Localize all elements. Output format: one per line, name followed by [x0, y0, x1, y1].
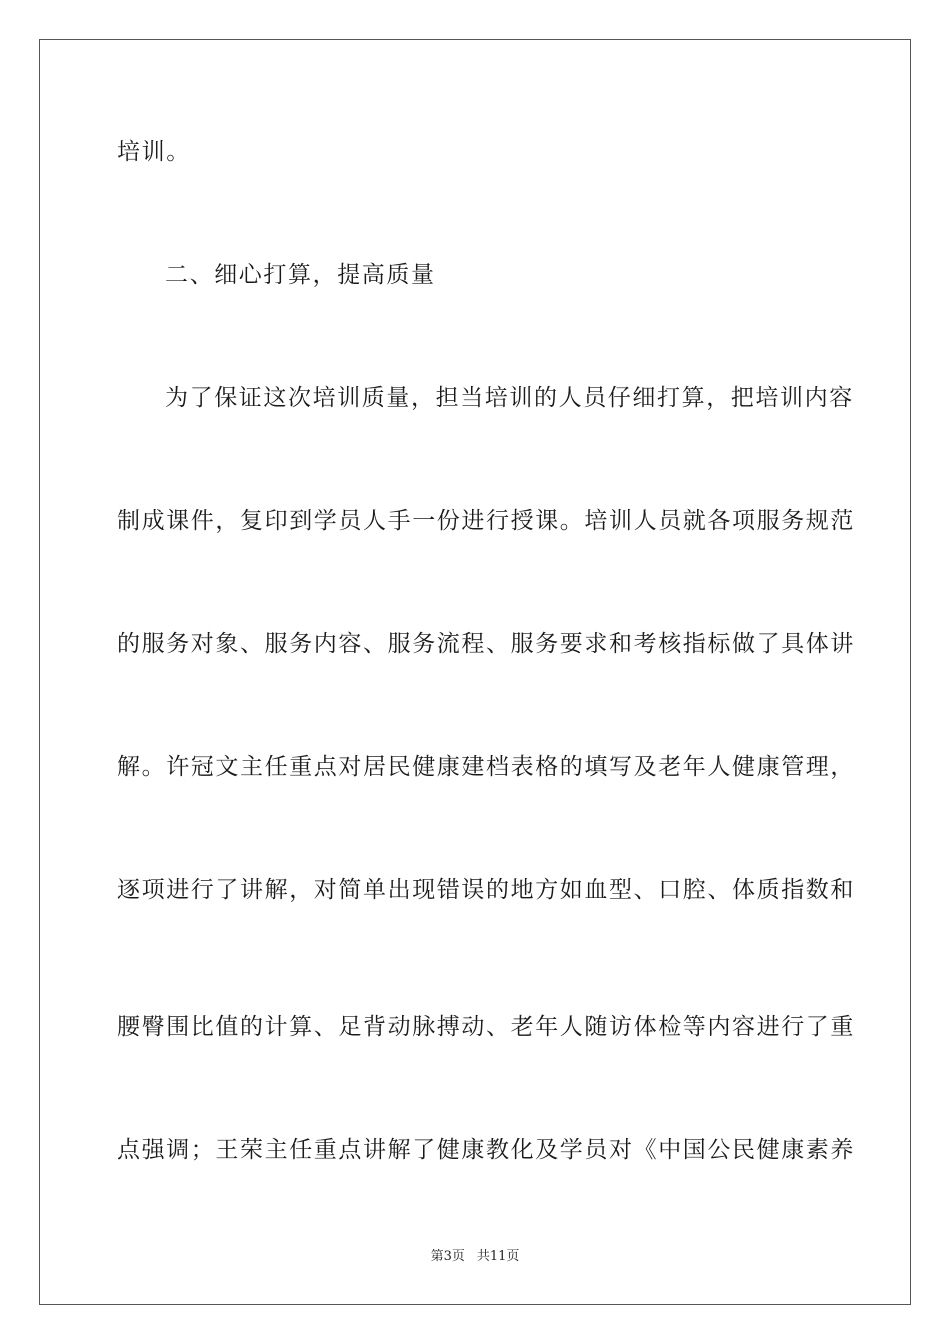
paragraph-line: 的服务对象、服务内容、服务流程、服务要求和考核指标做了具体讲	[117, 631, 855, 657]
text-line: 培训。	[117, 139, 191, 165]
paragraph-line: 逐项进行了讲解，对简单出现错误的地方如血型、口腔、体质指数和	[117, 877, 855, 903]
page-footer	[0, 1248, 950, 1266]
page-number: 第3页	[430, 1249, 465, 1264]
paragraph-line: 解。许冠文主任重点对居民健康建档表格的填写及老年人健康管理，	[117, 754, 855, 780]
paragraph-line: 点强调；王荣主任重点讲解了健康教化及学员对《中国公民健康素养	[117, 1137, 855, 1163]
section-heading: 二、细心打算，提高质量	[165, 262, 436, 288]
page-border	[39, 39, 911, 1305]
page-total: 共11页	[476, 1249, 520, 1264]
paragraph-line: 制成课件，复印到学员人手一份进行授课。培训人员就各项服务规范	[117, 508, 855, 534]
paragraph-line: 为了保证这次培训质量，担当培训的人员仔细打算，把培训内容	[165, 385, 854, 411]
paragraph-line: 腰臀围比值的计算、足背动脉搏动、老年人随访体检等内容进行了重	[117, 1014, 855, 1040]
